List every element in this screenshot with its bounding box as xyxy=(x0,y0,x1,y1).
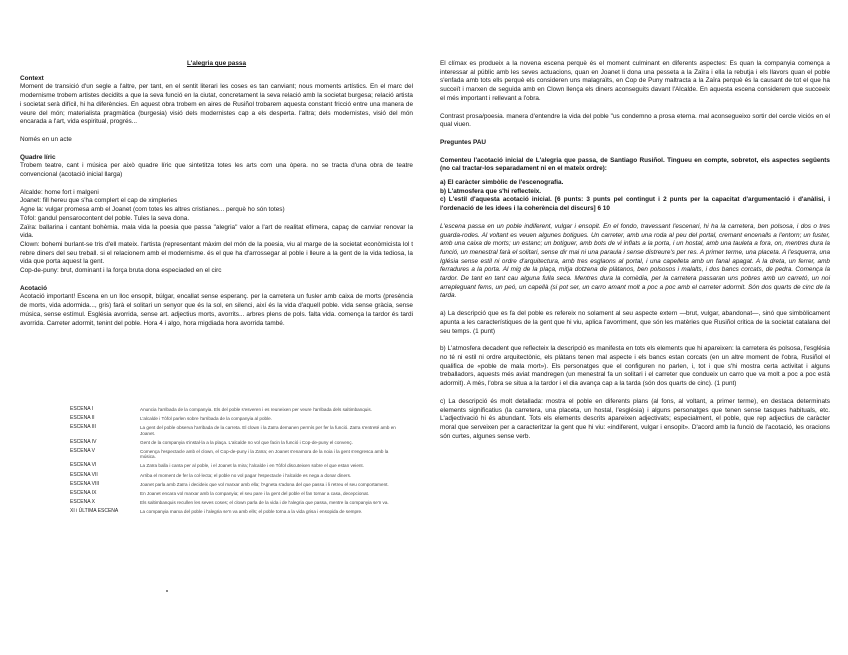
scene-label: XI i ÚLTIMA ESCENA xyxy=(70,508,119,515)
right-column xyxy=(440,60,830,441)
quoted-passage: L'escena passa en un poble indiferent, vulgar i ensopit. En el fondo, travessant l'escenari, hi ha la carretera, ben polsosa, i dos o tres guarda-rodes. Al voltant es veuen algunes botigues. Un carreter, amb una roda al peu del portal, cremant encenalls a l'entorn; un fuster, amb una caixa de morts; un estanc; un botiguer, amb bots de vi inflats a la porta, i un hostal, amb una tauleta a fora, on, mentres dura la funció, un menestral farà el solitari, sense dir mai ni una paraula i sense distreure's per res. A primer terme, una placeta. A l'esquerra, una Iglésia sense estil ni ordre d'arquitectura, amb tres esglaons al portal, i una capelleta amb un fanal apagat. A la dreta, un ferrer, amb ferradures a la porta. Al mig de la plaça, mitja dotzena de plàtanos, ben polsosos i malalts, i dos bancs corcats, de pedra. Comença la tardor. De tant en tant cau alguna fulla seca. Mentres dura la comèdia, per la carretera passaran uns pobres amb un carretó, un noi arrepleguant fems, un peó, un capellà (si pot ser, un carro amant molt a poc a poc amb el carreter adormit. Són dos quarts de cinc de la tarda. xyxy=(440,222,830,300)
scene-description: Anuncia l'arribada de la companyia. Els del poble s'esveren i es reuneixen per veure l'arribada dels saltimbanquis. xyxy=(140,407,372,412)
scene-label: ESCENA II xyxy=(70,415,95,422)
table-row xyxy=(70,447,400,461)
scene-description: La gent del poble observa l'arribada de la carreta. El clown i la Zaïra demanen permís per fer la funció. Zaïra s'entreté amb en Joanet. xyxy=(140,425,396,436)
left-column xyxy=(20,60,413,328)
context-heading: Context xyxy=(20,74,44,82)
answer-c: c) La descripció és molt detallada: mostra el poble en diferents plans (al fons, al voltant, a primer terme), en destaca determinats elements significatius (la carretera, una placeta, un hostal, l'església) i alguns personatges que tenen sense tasques habituals, etc. L'adjectivació hi és abundant. Tots els elements descrits apareixen adjectivats; especialment, el poble, que rep adjectius de caràcter moral que serveixen per a caracteritzar la gent que hi viu: «indiferent, vulgar i ensopit». D'acord amb la funció de l'acotació, les oracions són curtes, algunes sense verb. xyxy=(440,397,830,440)
criteria-list xyxy=(440,179,830,214)
scene-label: ESCENA VI xyxy=(70,462,97,469)
criteria-item: b) L'atmosfera que s'hi reflecteix. xyxy=(440,187,542,195)
character-item: Joanet: fill hereu que s'ha complert el cap de ximpleries xyxy=(20,197,178,205)
scene-label: ESCENA X xyxy=(70,499,96,506)
answer-a: a) La descripció que es fa del poble es refereix no solament al seu aspecte extern —brut, vulgar, abandonat—, sinó que simbòlicament apunta a les característiques de la gent que hi viu, aplica l'avorriment, que són les matèries que Rusiñol critica de la societat catalana del seu temps. (1 punt) xyxy=(440,310,830,335)
character-item: Cop-de-puny: brut, dominant i la força bruta dona especiaded en el circ xyxy=(20,267,222,275)
scene-label: ESCENA VIII xyxy=(70,480,100,487)
character-item: Zaïra: ballarina i cantant bohèmia. mala vida la poesia que passa "alegria" valor a l'art de realitat efímera, capaç de canviar renovar la vida. xyxy=(20,223,413,240)
genre-paragraph: Trobem teatre, cant i música per això quadre líric que sintetitza totes les arts com una òpera. no se tracta d'una obra de teatre convencional (acotació inicial llarga) xyxy=(20,162,413,179)
table-row xyxy=(70,480,400,489)
contrast-paragraph: Contrast prosa/poesia. manera d'entendre la vida del poble "us condemno a prosa eterna. mal aconsegueixo sortir del cercle viciós en el qual viuen. xyxy=(440,112,830,129)
character-item: Alcalde: home fort i malgeni xyxy=(20,188,99,196)
character-item: Tòfol: gandul pensarocontent del poble. Tules la seva dona. xyxy=(20,214,190,222)
table-row xyxy=(70,507,400,516)
table-row xyxy=(70,471,400,480)
criteria-item: a) El caràcter simbòlic de l'escenografia. xyxy=(440,179,564,187)
stage-direction-paragraph: Acotació important! Escena en un lloc ensopit, búlgar, encallat sense esperanç. per la carretera un fusler amb caixa de morts (presència de morts, vida adormida..., gris) farà el solitari un senyor que és la sol, en silenci, així és la vida d'aquell poble. vida sense gràcia, sense música, sense estímul. Església avorrida, sense art. adjectius morts, avorrits... arbres plens de pols. falta vida. comença la tardor és tardi avorrida. Carreter adormit, tenint del poble. Hora 4 i algo, hora migdiada hora avorrida també. xyxy=(20,293,413,327)
context-paragraph: Moment de transició d'un segle a l'altre, per tant, en el sentit literari les coses es tan canviant; nous moments artístics. En el marc del modernisme trobem artistes decidits a que la seva funció en la ciutat, concretament la seva relació amb la societat burgesa; relació artista i societat serà difícil, hi ha diferències. En aquest obra trobem en aires de Rusiñol trobarem aquesta constant fricció entre una manera de veure del món; materialista pragmàtica (burgesia) visió dels modernistes cap a els desperta. l'altra; dels modernistes, visió del món encarada a l'art, vida espiritual, progrés... xyxy=(20,83,413,126)
scene-description: La Zaïra balla i canta per al poble, i el Joanet la mira; l'alcalde i en Tòfol discuteixen sobre el que estan veient. xyxy=(140,463,364,469)
table-row xyxy=(70,489,400,498)
scene-label: ESCENA V xyxy=(70,448,96,455)
table-row xyxy=(70,461,400,470)
character-list xyxy=(20,189,413,276)
scene-description: Comença l'espectacle amb el clown, el Cop-de-puny i la Zaïra; en Joanet s'enamora de la noia i la gent s'engresca amb la música. xyxy=(140,449,389,460)
scene-description: Gent de la companyia s'instal·la a la plaça. L'alcalde no vol que facin la funció i Cop-de-puny el convenç. xyxy=(140,439,353,445)
scene-description: Arriba el moment de fer la col·lecta; el poble no vol pagar l'espectacle i l'alcalde es nega a donar diners. xyxy=(140,472,352,478)
scene-label: ESCENA VII xyxy=(70,471,98,478)
scene-label: ESCENA III xyxy=(70,424,96,431)
document-title: L'alegria que passa xyxy=(186,60,247,67)
scene-description: Els saltimbanquis recullen les seves coses; el clown parla de la vida i de l'alegria que passa, mentre la companyia se'n va. xyxy=(140,500,389,506)
one-act-note: Només en un acte xyxy=(20,135,72,143)
scene-description: Joanet parla amb Zaïra i decideix que vol marxar amb ella; l'Agneta s'adona del que passa i li retreu el seu comportament. xyxy=(140,481,389,487)
character-item: Agne la: vulgar promesa amb el Joanet (com totes les altres cristianes... perquè ho són totes) xyxy=(20,206,285,214)
scene-description: L'alcalde i Tòfol parlen sobre l'arribada de la companyia al poble. xyxy=(140,416,272,422)
criteria-item: c) L'estil d'aquesta acotació inicial. [6 punts: 3 punts pel contingut i 2 punts per la capacitat d'argumentació i d'anàlisi, i l'ordenació de les idees i la coherència del discurs] 6 10 xyxy=(440,196,830,213)
answer-b: b) L'atmosfera decadent que reflecteix la descripció es manifesta en tots els elements que hi apareixen: la carretera és polsosa, l'església no té ni estil ni ordre arquitectònic, els plàtans tenen mal aspecte i els bancs estan corcats (en un altre moment de l'obra, Rusiñol el qualifica de «poble de mala mort»). Els personatges que el configuren no parlen, i, tot i que s'hi mostra certa activitat i alguns treballadors, aquests més aviat mandregen (un menestral fa un solitari i el carreter que condueix un carro que va molt a poc a poc està adormit). A més, l'obra se situa a la tardor i el dia avança cap a la tarda (són dos quarts de cinc). (1 punt) xyxy=(440,345,830,388)
character-item: Clown: bohemi burlant-se tris d'ell mateix. l'artista (representant màxim del món de la poesia, viu al marge de la societat econòmicista lol t rebre diners del seu treball. si el relacionem amb el modernisme. és el que ha d'arrossegar al poble i lleure a la gent de la vida tediosa, la vida que porta aquest la gent. xyxy=(20,240,413,266)
page-mark xyxy=(166,590,168,592)
scene-description: En Joanet encara vol marxar amb la companyia; el seu pare i la gent del poble el fan tornar a casa, decepcionat. xyxy=(140,491,370,497)
scene-description: La companyia marxa del poble i l'alegria se'n va amb ells; el poble torna a la vida grisa i ensopida de sempre. xyxy=(140,509,363,515)
scene-label: ESCENA I xyxy=(70,406,94,412)
table-row xyxy=(70,414,400,423)
climax-paragraph: El clímax es produeix a la novena escena perquè és el moment culminant en diferents aspectes: Es quan la companyia comença a interessar al públic amb les seves actuacions, quan en Joanet li dona una pesseta a la Zaïra i ella la rebutja i els llavors quan el poble s'enfada amb tots ells perquè els consideren uns malagraïts, en Cop de Puny maltracta a la Zaïra perquè és la causant de tot el que ha succeït i marxen de seguida amb en Clown llença els diners aconseguits davant l'Alcalde. En aquesta escena considerem que succeeix el més important i rellevant a l'obra. xyxy=(440,60,830,102)
scene-label: ESCENA IV xyxy=(70,438,97,445)
table-row xyxy=(70,498,400,507)
genre-heading: Quadre líric xyxy=(20,153,56,161)
table-row xyxy=(70,405,400,414)
exam-question: Comenteu l'acotació inicial de L'alegria que passa, de Santiago Rusiñol. Tingueu en compte, sobretot, els aspectes següents (no cal tractar-los separadament ni en el mateix ordre): xyxy=(440,156,830,173)
pau-heading: Preguntes PAU xyxy=(440,138,487,146)
stage-direction-heading: Acotació xyxy=(20,284,47,292)
scene-label: ESCENA IX xyxy=(70,490,97,497)
scenes-table xyxy=(70,405,400,517)
table-row xyxy=(70,423,400,437)
table-row xyxy=(70,438,400,447)
